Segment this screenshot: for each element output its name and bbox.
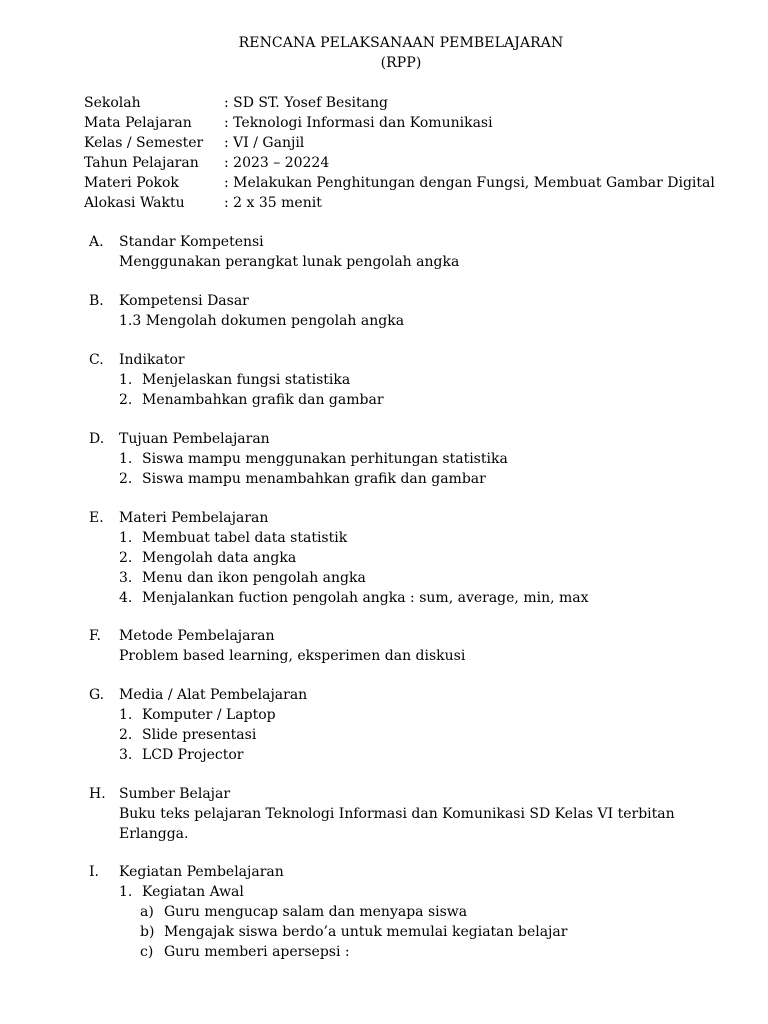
list-number: 2. bbox=[119, 550, 133, 566]
list-text: Siswa mampu menggunakan perhitungan statistika bbox=[142, 451, 508, 467]
info-row-alokasi-waktu bbox=[84, 193, 715, 213]
section-tujuan-pembelajaran bbox=[89, 429, 729, 489]
list-item bbox=[119, 469, 729, 489]
section-text: Menggunakan perangkat lunak pengolah angka bbox=[119, 254, 460, 270]
list-number: 1. bbox=[119, 884, 133, 900]
section-title: Kegiatan Pembelajaran bbox=[119, 864, 284, 880]
section-letter: A. bbox=[89, 234, 104, 250]
section-title: Media / Alat Pembelajaran bbox=[119, 687, 308, 703]
info-label: Sekolah bbox=[84, 95, 141, 111]
section-heading bbox=[89, 350, 729, 370]
list-item bbox=[119, 705, 729, 725]
info-row-sekolah bbox=[84, 93, 715, 113]
section-heading bbox=[89, 508, 729, 528]
list-number: 1. bbox=[119, 707, 133, 723]
list-item bbox=[119, 548, 729, 568]
section-text-line: Buku teks pelajaran Teknologi Informasi dan Komunikasi SD Kelas VI terbitan bbox=[119, 806, 675, 822]
info-row-materi-pokok bbox=[84, 173, 715, 193]
section-letter: E. bbox=[89, 510, 104, 526]
section-media-alat bbox=[89, 685, 729, 765]
list-number: 2. bbox=[119, 727, 133, 743]
list-item bbox=[119, 882, 729, 902]
list-item bbox=[119, 449, 729, 469]
sublist-text: Guru memberi apersepsi : bbox=[164, 944, 350, 960]
sublist-item bbox=[140, 942, 729, 962]
list-item bbox=[119, 528, 729, 548]
section-letter: B. bbox=[89, 293, 104, 309]
list-item bbox=[119, 390, 729, 410]
section-heading bbox=[89, 626, 729, 646]
info-label: Tahun Pelajaran bbox=[84, 155, 199, 171]
list-text: Menjelaskan fungsi statistika bbox=[142, 372, 351, 388]
sublist-letter: a) bbox=[140, 904, 154, 920]
identity-block bbox=[84, 93, 715, 213]
list-item bbox=[119, 370, 729, 390]
list-number: 1. bbox=[119, 451, 133, 467]
page-title: RENCANA PELAKSANAAN PEMBELAJARAN bbox=[238, 35, 564, 51]
section-heading bbox=[89, 429, 729, 449]
section-letter: H. bbox=[89, 786, 106, 802]
section-heading bbox=[89, 685, 729, 705]
info-value: : VI / Ganjil bbox=[224, 135, 305, 151]
list-number: 2. bbox=[119, 392, 133, 408]
list-text: Menu dan ikon pengolah angka bbox=[142, 570, 366, 586]
section-kegiatan-pembelajaran bbox=[89, 862, 729, 962]
info-row-tahun-pelajaran bbox=[84, 153, 715, 173]
list-text: Kegiatan Awal bbox=[142, 884, 244, 900]
section-text-line: Erlangga. bbox=[119, 826, 189, 842]
list-text: Siswa mampu menambahkan grafik dan gambar bbox=[142, 471, 486, 487]
numbered-list bbox=[119, 370, 729, 410]
numbered-list bbox=[119, 449, 729, 489]
list-text: Slide presentasi bbox=[142, 727, 257, 743]
info-label: Mata Pelajaran bbox=[84, 115, 192, 131]
section-heading bbox=[89, 291, 729, 311]
section-sumber-belajar bbox=[89, 784, 729, 844]
list-item bbox=[119, 568, 729, 588]
sublist-text: Guru mengucap salam dan menyapa siswa bbox=[164, 904, 468, 920]
numbered-list bbox=[119, 528, 729, 608]
info-label: Alokasi Waktu bbox=[84, 195, 185, 211]
info-value: : Teknologi Informasi dan Komunikasi bbox=[224, 115, 493, 131]
list-item bbox=[119, 745, 729, 765]
sublist-letter: c) bbox=[140, 944, 154, 960]
page-subtitle: (RPP) bbox=[380, 55, 422, 71]
info-label: Kelas / Semester bbox=[84, 135, 204, 151]
section-text: 1.3 Mengolah dokumen pengolah angka bbox=[119, 313, 405, 329]
sublist-item bbox=[140, 902, 729, 922]
list-number: 3. bbox=[119, 570, 133, 586]
list-text: LCD Projector bbox=[142, 747, 244, 763]
section-heading bbox=[89, 232, 729, 252]
section-letter: G. bbox=[89, 687, 105, 703]
info-value: : 2 x 35 menit bbox=[224, 195, 322, 211]
info-value: : SD ST. Yosef Besitang bbox=[224, 95, 388, 111]
section-standar-kompetensi bbox=[89, 232, 729, 272]
list-item bbox=[119, 725, 729, 745]
section-materi-pembelajaran bbox=[89, 508, 729, 608]
list-number: 1. bbox=[119, 372, 133, 388]
list-number: 2. bbox=[119, 471, 133, 487]
section-letter: C. bbox=[89, 352, 104, 368]
list-number: 4. bbox=[119, 590, 133, 606]
section-title: Materi Pembelajaran bbox=[119, 510, 269, 526]
section-title: Tujuan Pembelajaran bbox=[119, 431, 270, 447]
info-row-kelas-semester bbox=[84, 133, 715, 153]
info-value: : 2023 – 20224 bbox=[224, 155, 330, 171]
numbered-list bbox=[119, 882, 729, 902]
list-text: Membuat tabel data statistik bbox=[142, 530, 348, 546]
list-text: Menjalankan fuction pengolah angka : sum, average, min, max bbox=[142, 590, 589, 606]
sublist-letter: b) bbox=[140, 924, 155, 940]
section-title: Metode Pembelajaran bbox=[119, 628, 275, 644]
section-kompetensi-dasar bbox=[89, 291, 729, 331]
section-title: Indikator bbox=[119, 352, 185, 368]
section-letter: F. bbox=[89, 628, 101, 644]
section-text: Problem based learning, eksperimen dan diskusi bbox=[119, 648, 466, 664]
section-title: Sumber Belajar bbox=[119, 786, 231, 802]
section-letter: D. bbox=[89, 431, 105, 447]
info-row-mata-pelajaran bbox=[84, 113, 715, 133]
section-indikator bbox=[89, 350, 729, 410]
sublist-item bbox=[140, 922, 729, 942]
section-title: Kompetensi Dasar bbox=[119, 293, 249, 309]
section-title: Standar Kompetensi bbox=[119, 234, 264, 250]
section-letter: I. bbox=[89, 864, 99, 880]
list-number: 1. bbox=[119, 530, 133, 546]
list-text: Menambahkan grafik dan gambar bbox=[142, 392, 384, 408]
list-text: Komputer / Laptop bbox=[142, 707, 276, 723]
sublist-text: Mengajak siswa berdo’a untuk memulai kegiatan belajar bbox=[164, 924, 568, 940]
info-value: : Melakukan Penghitungan dengan Fungsi, Membuat Gambar Digital bbox=[224, 175, 715, 191]
section-metode-pembelajaran bbox=[89, 626, 729, 666]
lettered-list bbox=[140, 902, 729, 962]
section-heading bbox=[89, 784, 729, 804]
info-label: Materi Pokok bbox=[84, 175, 179, 191]
section-heading bbox=[89, 862, 729, 882]
list-item bbox=[119, 588, 729, 608]
numbered-list bbox=[119, 705, 729, 765]
list-text: Mengolah data angka bbox=[142, 550, 297, 566]
list-number: 3. bbox=[119, 747, 133, 763]
